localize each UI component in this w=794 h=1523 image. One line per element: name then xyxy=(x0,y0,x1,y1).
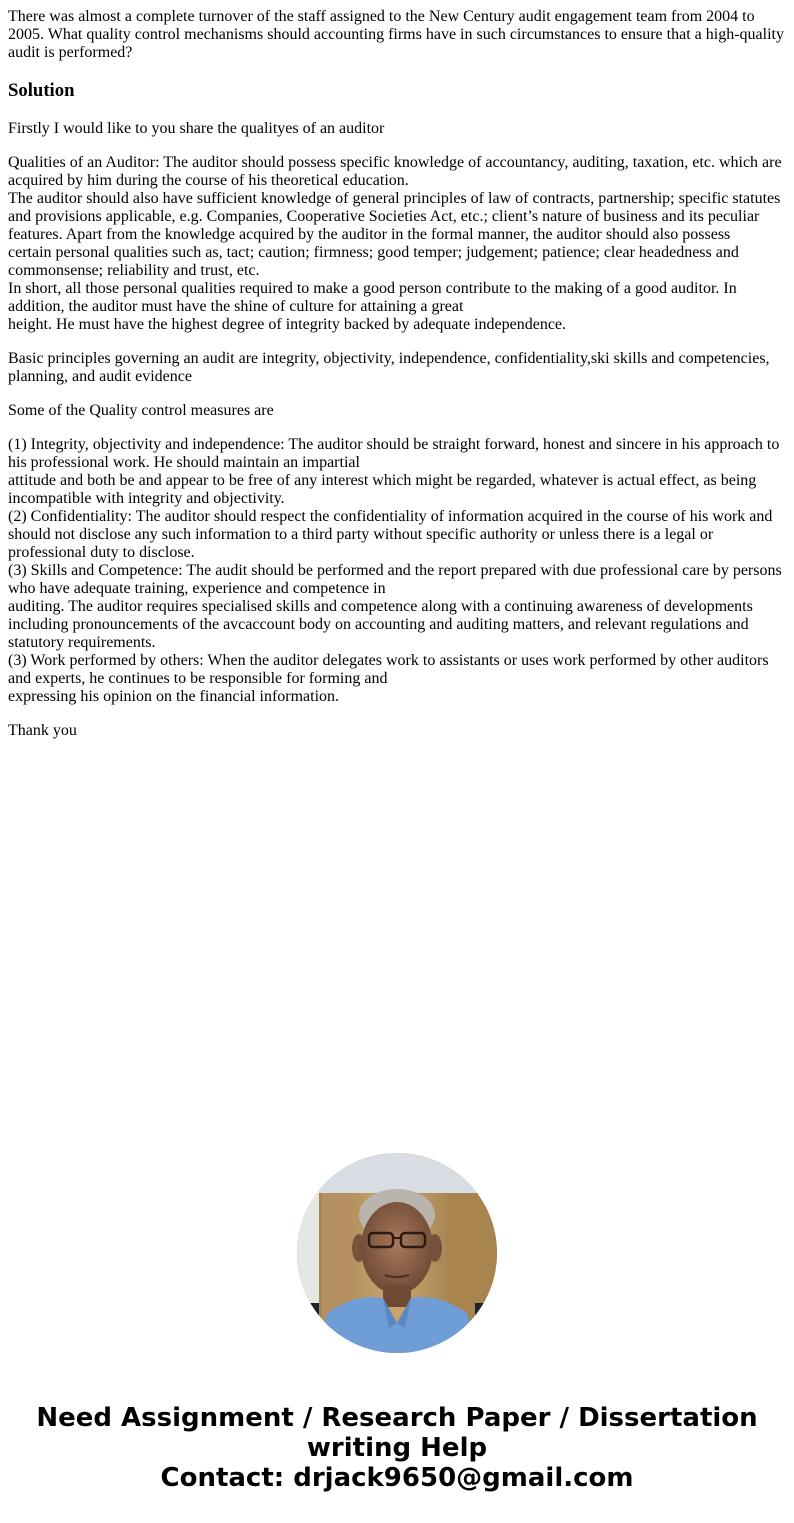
qualities-line: height. He must have the highest degree of integrity backed by adequate independence. xyxy=(8,316,567,333)
qualities-line: Qualities of an Auditor: The auditor should possess specific knowledge of accountancy, auditing, taxation, etc. which are acquired by him during the course of his theoretical education. xyxy=(8,154,782,189)
promo-line-2: writing Help xyxy=(306,1433,488,1463)
measure-line: expressing his opinion on the financial information. xyxy=(8,688,340,705)
author-avatar xyxy=(297,1153,497,1353)
document-body xyxy=(8,8,786,756)
promo-line-1: Need Assignment / Research Paper / Dissertation xyxy=(36,1403,758,1433)
closing-text: Thank you xyxy=(8,722,77,739)
measure-line: (2) Confidentiality: The auditor should respect the confidentiality of information acquired in the course of his work and should not disclose any such information to a third party without specific authority or unless there is a legal or professional duty to disclose. xyxy=(8,508,773,561)
qualities-line: certain personal qualities such as, tact; caution; firmness; good temper; judgement; patience; clear headedness and commonsense; reliability and trust, etc. xyxy=(8,244,739,279)
measure-line: auditing. The auditor requires specialised skills and competence along with a continuing awareness of developments including pronouncements of the avcaccount body on accounting and auditing matters, and relevant regulations and statutory requirements. xyxy=(8,598,753,651)
measure-line: (1) Integrity, objectivity and independence: The auditor should be straight forward, honest and sincere in his approach to his professional work. He should maintain an impartial xyxy=(8,436,780,471)
measures-paragraph xyxy=(8,436,786,706)
qualities-line: In short, all those personal qualities required to make a good person contribute to the making of a good auditor. In addition, the auditor must have the shine of culture for attaining a great xyxy=(8,280,737,315)
measures-intro: Some of the Quality control measures are xyxy=(8,402,274,419)
qualities-paragraph xyxy=(8,154,786,334)
measure-line: (3) Skills and Competence: The audit should be performed and the report prepared with due professional care by persons who have adequate training, experience and competence in xyxy=(8,562,782,597)
promo-banner xyxy=(0,1403,794,1493)
measure-line: (3) Work performed by others: When the auditor delegates work to assistants or uses work performed by other auditors and experts, he continues to be responsible for forming and xyxy=(8,652,769,687)
promo-contact: Contact: drjack9650@gmail.com xyxy=(160,1463,634,1493)
avatar-portrait xyxy=(297,1153,497,1353)
principles-text: Basic principles governing an audit are integrity, objectivity, independence, confidentiality,ski skills and competencies, planning, and audit evidence xyxy=(8,350,770,385)
question-text: There was almost a complete turnover of the staff assigned to the New Century audit engagement team from 2004 to 2005. What quality control mechanisms should accounting firms have in such circumstances to ensure that a high-quality audit is performed? xyxy=(8,8,784,61)
measure-line: attitude and both be and appear to be free of any interest which might be regarded, whatever is actual effect, as being incompatible with integrity and objectivity. xyxy=(8,472,757,507)
solution-heading: Solution xyxy=(8,80,75,101)
intro-text: Firstly I would like to you share the qualityes of an auditor xyxy=(8,120,385,137)
qualities-line: The auditor should also have sufficient knowledge of general principles of law of contracts, partnership; specific statutes and provisions applicable, e.g. Companies, Cooperative Societies Act, etc.; client’s nature of business and its peculiar features. Apart from the knowledge acquired by the auditor in the formal manner, the auditor should also possess xyxy=(8,190,781,243)
